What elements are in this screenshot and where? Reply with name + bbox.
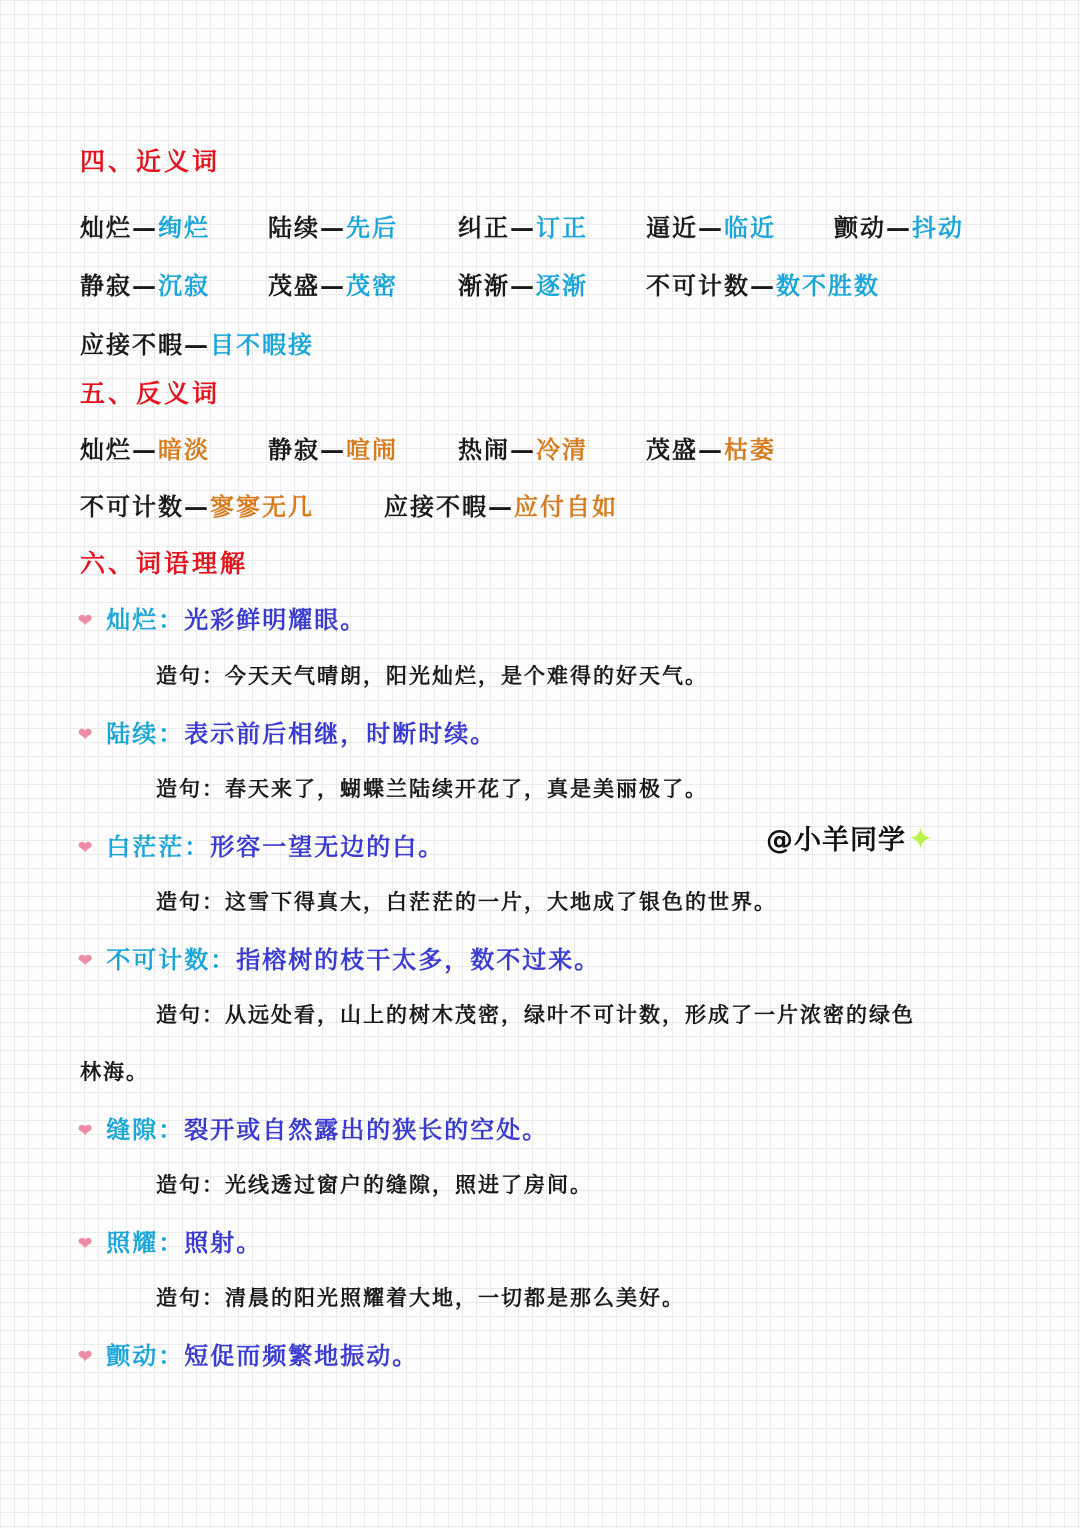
sparkle-icon: ✦ [908, 822, 935, 857]
synonym-pair: 纠正—订正 [458, 213, 588, 242]
explanations-heading: 六、词语理解 [80, 549, 249, 578]
heart-icon: ❤ [78, 1121, 95, 1141]
example-sentence: 造句：从远处看，山上的树木茂密，绿叶不可计数，形成了一片浓密的绿色 [156, 1002, 915, 1027]
term-entry: ❤ 缝隙：裂开或自然露出的狭长的空处。 [78, 1115, 549, 1144]
heart-icon: ❤ [78, 1234, 95, 1254]
heart-icon: ❤ [78, 725, 95, 745]
antonym-pair: 灿烂—暗淡 [80, 435, 210, 464]
synonym-pair: 陆续—先后 [268, 213, 398, 242]
heart-icon: ❤ [78, 951, 95, 971]
example-sentence: 造句：这雪下得真大，白茫茫的一片，大地成了银色的世界。 [156, 889, 777, 914]
synonyms-heading: 四、近义词 [80, 147, 221, 176]
example-sentence: 造句：光线透过窗户的缝隙，照进了房间。 [156, 1172, 593, 1197]
synonym-pair: 逼近—临近 [646, 213, 776, 242]
synonym-pair: 静寂—沉寂 [80, 271, 210, 300]
synonym-pair: 应接不暇—目不暇接 [80, 330, 314, 359]
example-sentence: 造句：春天来了，蝴蝶兰陆续开花了，真是美丽极了。 [156, 776, 708, 801]
synonym-pair: 茂盛—茂密 [268, 271, 398, 300]
synonym-pair: 渐渐—逐渐 [458, 271, 588, 300]
antonym-pair: 茂盛—枯萎 [646, 435, 776, 464]
antonym-pair: 不可计数—寥寥无几 [80, 492, 314, 521]
term-entry: ❤ 颤动：短促而频繁地振动。 [78, 1341, 419, 1370]
antonym-pair: 应接不暇—应付自如 [384, 492, 618, 521]
antonym-pair: 热闹—冷清 [458, 435, 588, 464]
heart-icon: ❤ [78, 1347, 95, 1367]
heart-icon: ❤ [78, 838, 95, 858]
synonym-pair: 颤动—抖动 [834, 213, 964, 242]
synonym-pair: 灿烂—绚烂 [80, 213, 210, 242]
heart-icon: ❤ [78, 611, 95, 631]
synonym-pair: 不可计数—数不胜数 [646, 271, 880, 300]
term-entry: ❤ 灿烂：光彩鲜明耀眼。 [78, 605, 367, 634]
antonyms-heading: 五、反义词 [80, 379, 221, 408]
term-entry: ❤ 白茫茫：形容一望无边的白。 [78, 832, 445, 861]
antonym-pair: 静寂—喧闹 [268, 435, 398, 464]
example-sentence: 造句：今天天气晴朗，阳光灿烂，是个难得的好天气。 [156, 663, 708, 688]
term-entry: ❤ 不可计数：指榕树的枝干太多，数不过来。 [78, 945, 601, 974]
term-entry: ❤ 照耀：照射。 [78, 1228, 263, 1257]
term-entry: ❤ 陆续：表示前后相继，时断时续。 [78, 719, 497, 748]
watermark: @小羊同学✦ [766, 822, 935, 857]
example-sentence: 造句：清晨的阳光照耀着大地，一切都是那么美好。 [156, 1285, 685, 1310]
example-sentence-continuation: 林海。 [80, 1059, 149, 1084]
